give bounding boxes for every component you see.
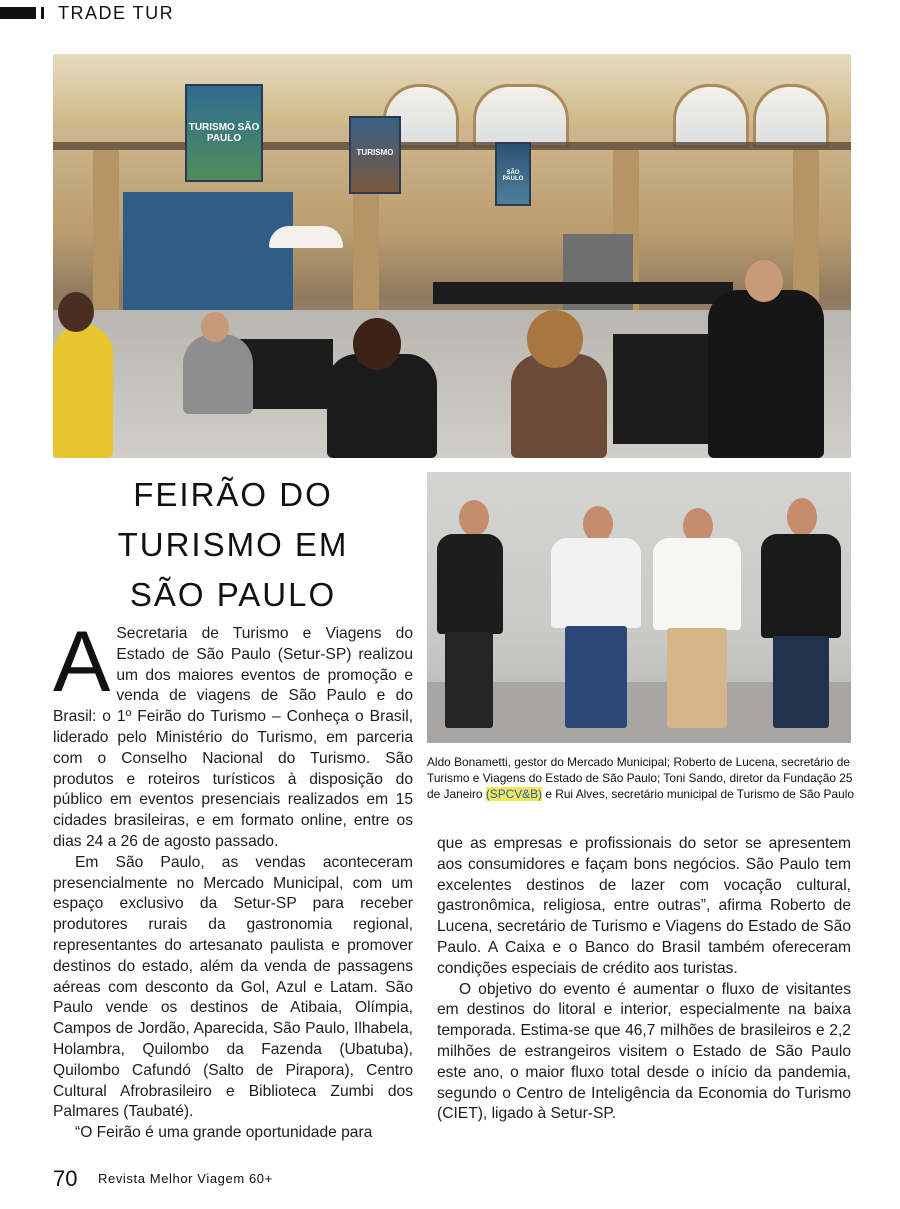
official-legs: [773, 636, 829, 728]
visitor: [327, 354, 437, 458]
official-legs: [565, 626, 627, 728]
paragraph: que as empresas e profissionais do setor se apresentem aos consumidores e façam bons negócios. São Paulo tem excelentes destinos de lazer com vocação cultural, gastronômica, religiosa, entre outras”, afirma Roberto de Lucena, secretário de Turismo e Viagens do Estado de São Paulo. A Caixa e o Banco do Brasil também ofereceram condições especiais de crédito aos turistas.: [437, 835, 851, 977]
arched-window: [753, 84, 829, 148]
banner-text: TURISMO SÃO PAULO: [188, 122, 260, 144]
section-marker: [0, 7, 36, 19]
page-number: 70: [53, 1166, 78, 1191]
visitor: [708, 290, 824, 458]
official-head: [583, 506, 613, 542]
tourism-banner: [495, 142, 531, 206]
visitor-head: [353, 318, 401, 370]
visitor: [183, 334, 253, 414]
article-column-right: [437, 834, 851, 1125]
official-legs: [667, 628, 727, 728]
paragraph-text: Secretaria de Turismo e Viagens do Estado de São Paulo (Setur-SP) realizou um dos maiores eventos de promoção e venda de viagens de São Paulo e do Brasil: o 1º Feirão do Turismo – Conheça o Brasil, liderado pelo Ministério do Turismo, em parceria com o Conselho Nacional do Turismo. São produtos e roteiros turísticos à disposição do público em eventos presenciais realizados em 15 cidades brasileiras, e em formato online, entre os dias 24 a 26 de agosto passado.: [53, 625, 413, 850]
official-torso: [761, 534, 841, 638]
visitor-head: [527, 310, 583, 368]
official-torso: [653, 538, 741, 630]
arched-window: [473, 84, 569, 148]
official-torso: [551, 538, 641, 628]
banner-text: SÃO PAULO: [502, 170, 524, 182]
headline-line: TURISMO EM: [117, 526, 349, 563]
visitor-head: [58, 292, 94, 332]
photo-caption: [427, 754, 855, 802]
paragraph: [53, 614, 413, 853]
arched-window: [673, 84, 749, 148]
paragraph: O objetivo do evento é aumentar o fluxo de visitantes em destinos do litoral e interior, especialmente na baixa temporada. Estima-se que 46,7 milhões de brasileiros e 2,2 milhões de estrangeiros visitem o Estado de São Paulo este ano, o maior fluxo total desde o início da pandemia, segundo o Centro de Inteligência da Economia do Turismo (CIET), ligado à Setur-SP.: [437, 980, 851, 1123]
white-umbrella: [269, 226, 343, 248]
paragraph: Em São Paulo, as vendas aconteceram presencialmente no Mercado Municipal, com um espaço exclusivo da Setur-SP para receber produtores rurais da gastronomia regional, representantes do artesanato paulista e promover destinos do estado, além da venda de passagens aéreas com desconto da Gol, Azul e Latam. São Paulo vende os destinos de Atibaia, Olímpia, Campos de Jordão, Aparecida, São Paulo, Ilhabela, Holambra, Quilombo da Fazenda (Ubatuba), Quilombo Cafundó (Salto de Pirapora), Centro Cultural Afrobrasileiro e Biblioteca Zumbi dos Palmares (Taubaté).: [53, 853, 413, 1121]
section-label: TRADE TUR: [58, 3, 175, 23]
event-hall-photo: [53, 54, 851, 458]
article-headline: [53, 470, 413, 620]
tourism-banner: [349, 116, 401, 194]
visitor-head: [201, 312, 229, 342]
caption-highlight: (SPCV&B): [485, 787, 543, 801]
section-divider: [41, 7, 44, 19]
balcony-railing: [53, 142, 851, 150]
headline-line: SÃO PAULO: [129, 576, 337, 613]
official-head: [787, 498, 817, 536]
caption-text-end: e Rui Alves, secretário municipal de Turismo de São Paulo: [542, 787, 854, 801]
caption-text: Aldo Bonametti, gestor do Mercado Municipal; Roberto de Lucena, secretário de Turismo e Viagens do Estado de São Paulo; Toni Sando, diretor da Fundação 25 de Janeiro: [427, 755, 853, 801]
blue-exhibit-wall: [123, 192, 293, 322]
exhibitor-table: [433, 282, 733, 304]
headline-line: FEIRÃO DO: [133, 476, 333, 513]
visitor-head: [745, 260, 783, 302]
officials-photo: [427, 472, 851, 743]
visitor: [53, 324, 113, 458]
official-torso: [437, 534, 503, 634]
pillar: [93, 150, 119, 320]
tourism-banner: [185, 84, 263, 182]
article-column-left: [53, 614, 413, 1144]
official-head: [459, 500, 489, 536]
official-legs: [445, 632, 493, 728]
magazine-name: Revista Melhor Viagem 60+: [98, 1171, 273, 1186]
banner-text: TURISMO: [356, 148, 394, 157]
paragraph: “O Feirão é uma grande oportunidade para: [75, 1124, 373, 1142]
visitor: [511, 354, 607, 458]
drop-cap: A: [53, 614, 111, 710]
